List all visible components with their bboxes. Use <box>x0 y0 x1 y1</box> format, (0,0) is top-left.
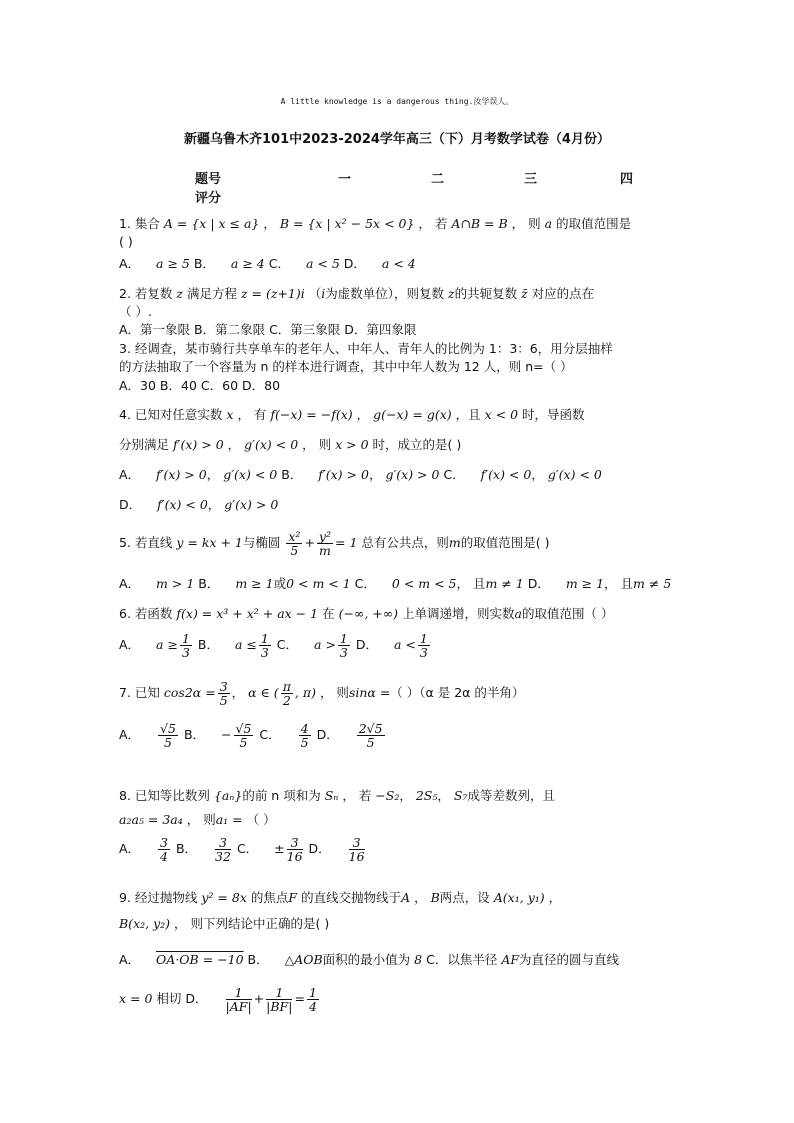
numerator: 1 <box>308 985 317 1000</box>
text: 的取值范围是 <box>556 216 632 231</box>
numerator: 1 <box>419 631 428 646</box>
question-9-stem <box>119 888 561 906</box>
question-1-options <box>119 254 416 272</box>
text: ， <box>263 216 276 231</box>
numerator: 1 <box>260 631 269 646</box>
formula: A = {x | x ≤ a} <box>163 216 260 231</box>
text: 的取值范围是( ) <box>460 535 550 551</box>
numerator: √5 <box>160 721 176 736</box>
option-a-2: g′(x) < 0 <box>223 467 278 482</box>
text: ， <box>206 467 220 482</box>
formula: Sₙ <box>324 788 339 803</box>
option-label: D． <box>316 727 339 743</box>
numerator: x² <box>288 529 301 544</box>
text: ， 则下列结论中正确的是( ) <box>174 916 330 931</box>
text: ， <box>548 890 562 905</box>
question-6-options <box>119 632 432 659</box>
option-d-1: m ≥ 1 <box>565 576 605 591</box>
text: 9. 经过抛物线 <box>119 890 198 905</box>
text: 或 <box>273 576 287 591</box>
fraction <box>307 986 319 1013</box>
text: 上单调递增，则实数 <box>402 606 515 621</box>
fraction <box>317 530 333 557</box>
denominator: 4 <box>308 999 317 1015</box>
denominator: 5 <box>290 543 299 559</box>
option-label: A． <box>119 841 141 857</box>
option-label: C． <box>259 727 281 743</box>
fraction <box>215 836 231 863</box>
option-label: B． <box>175 841 198 857</box>
formula: S₇ <box>453 788 468 803</box>
denominator: 3 <box>419 645 428 661</box>
denominator: 2 <box>282 693 291 709</box>
formula: ± <box>274 841 285 857</box>
denominator: 5 <box>366 735 375 751</box>
fraction <box>299 722 311 749</box>
option-label: D． <box>343 256 366 271</box>
motto: A little knowledge is a dangerous thing.汝学误人。 <box>280 97 514 106</box>
question-3-line-2: 的方法抽取了一个容量为 n 的样本进行调查，其中中年人数为 12 人，则 n=（ ） <box>119 359 573 374</box>
denominator: 5 <box>219 693 228 709</box>
fraction <box>357 722 385 749</box>
formula: = 1 <box>335 535 358 551</box>
numerator: 1 <box>181 631 190 646</box>
option-label: A． <box>119 952 141 967</box>
question-9-options <box>119 950 619 968</box>
option-c: a > <box>314 637 336 653</box>
text: ， <box>531 467 544 482</box>
option-label: D． <box>355 637 378 653</box>
option-label: C． <box>443 467 465 482</box>
formula: A(x₁, y₁) <box>493 890 545 905</box>
text: 分别满足 <box>119 437 170 452</box>
denominator: 5 <box>300 735 309 751</box>
denominator: |BF| <box>266 999 293 1015</box>
numerator: 1 <box>266 986 292 1000</box>
formula: α ∈ <box>248 685 270 701</box>
text: 的共轭复数 <box>454 286 518 301</box>
fraction <box>287 836 303 863</box>
numerator: 3 <box>287 836 303 850</box>
question-4-stem <box>119 405 585 423</box>
formula: f(x) = x³ + x² + ax − 1 <box>176 606 319 621</box>
formula: −S₂ <box>375 788 400 803</box>
text: 为直径的圆与直线 <box>519 952 620 967</box>
fraction <box>259 632 271 659</box>
text: ， 若 <box>342 788 372 803</box>
option-a: m > 1 <box>156 576 195 591</box>
numerator: y² <box>318 529 331 544</box>
text: 1. 集合 <box>119 216 160 231</box>
option-c-1: 0 < m < 5 <box>391 576 457 591</box>
numerator: √5 <box>235 721 252 736</box>
question-8-options <box>119 836 367 863</box>
numerator: π <box>282 679 291 694</box>
text: 面积的最小值为 <box>322 952 411 967</box>
text: ， <box>207 497 221 512</box>
formula: AF <box>501 952 520 967</box>
option-label: D． <box>527 576 550 591</box>
formula: B = {x | x² − 5x < 0} <box>279 216 415 231</box>
formula: {aₙ} <box>213 788 243 803</box>
text: 的直线交抛物线于 <box>301 890 402 905</box>
formula: i <box>321 286 326 301</box>
fraction <box>418 632 430 659</box>
text: 两点，设 <box>439 890 490 905</box>
text: ， 则 <box>511 216 541 231</box>
text: ， <box>414 890 427 905</box>
text: 成等差数列，且 <box>467 788 555 803</box>
numerator: 2√5 <box>358 721 383 736</box>
formula: x < 0 <box>484 407 519 422</box>
option-label: C． <box>268 256 290 271</box>
option-label: C． <box>236 841 259 857</box>
text: 8. 已知等比数列 <box>119 788 210 803</box>
formula: F <box>288 890 298 905</box>
option-b: a ≥ 4 <box>230 256 265 271</box>
formula: + <box>253 991 265 1007</box>
question-7-stem <box>119 680 524 707</box>
text: ， 且 <box>456 576 486 591</box>
denominator: 16 <box>286 849 303 865</box>
formula: a <box>544 216 553 231</box>
option-c-2: m ≠ 1 <box>485 576 524 591</box>
fraction <box>281 680 293 707</box>
fraction <box>338 632 350 659</box>
option-label: B． <box>281 467 303 482</box>
question-4-option-d <box>119 495 278 513</box>
text: ， <box>437 788 450 803</box>
score-row-label: 评分 <box>195 191 222 206</box>
numerator: 3 <box>215 836 231 850</box>
option-b: a ≤ <box>234 637 257 653</box>
option-d: a < 4 <box>381 256 416 271</box>
question-1-paren: ( ) <box>119 234 133 249</box>
denominator: m <box>319 543 331 559</box>
text: 时，成立的是( ) <box>372 437 462 452</box>
fraction <box>158 836 170 863</box>
formula: B(x₂, y₂) <box>119 916 171 931</box>
option-a: OA·OB = −10 <box>156 952 244 967</box>
score-col-2: 二 <box>431 172 445 187</box>
formula: a₂a₅ = 3a₄ <box>119 812 183 827</box>
score-col-4: 四 <box>620 172 634 187</box>
formula: z̄ <box>521 286 528 301</box>
option-label: B． <box>197 637 219 653</box>
text: 5. 若直线 <box>119 535 173 551</box>
formula: 2S₅ <box>415 788 438 803</box>
formula: 8 <box>414 952 423 967</box>
text: ， <box>356 407 370 422</box>
numerator: 1 <box>226 986 252 1000</box>
text: （ ）（α 是 2α 的半角） <box>390 685 525 701</box>
fraction <box>158 722 178 749</box>
denominator: 5 <box>239 735 248 751</box>
numerator: 3 <box>160 835 168 850</box>
text: ， 有 <box>237 407 267 422</box>
formula: x > 0 <box>335 437 369 452</box>
text: 满足方程 <box>186 286 237 301</box>
text: ， 且 <box>604 576 634 591</box>
option-label: A． <box>119 637 141 653</box>
option-label: B． <box>247 952 269 967</box>
option-label: B． <box>193 256 215 271</box>
formula: a <box>514 606 522 621</box>
question-4-stem-2 <box>119 435 461 453</box>
score-col-1: 一 <box>338 172 352 187</box>
question-9-stem-2 <box>119 914 329 932</box>
denominator: 32 <box>215 849 231 865</box>
formula: = <box>294 991 305 1007</box>
formula: m <box>448 535 461 551</box>
denominator: 4 <box>160 849 168 865</box>
formula: z <box>448 286 455 301</box>
text: 为虚数单位），则复数 <box>325 286 445 301</box>
text: 的焦点 <box>250 890 289 905</box>
fraction <box>234 722 254 749</box>
question-4-options <box>119 465 602 483</box>
text: （ <box>308 286 322 301</box>
score-header-label: 题号 <box>195 172 222 187</box>
question-2-paren: （ ）. <box>119 304 152 319</box>
text: 与椭圆 <box>242 535 281 551</box>
option-label: B． <box>183 727 206 743</box>
page-title: 新疆乌鲁木齐101中2023-2024学年高三（下）月考数学试卷（4月份） <box>184 132 610 147</box>
question-5-stem <box>119 530 550 557</box>
text: ， 则 <box>319 685 349 701</box>
question-1-stem <box>119 214 631 232</box>
question-2-stem <box>119 284 594 302</box>
text: ，且 <box>455 407 481 422</box>
question-8-stem-2 <box>119 810 276 828</box>
text: ， 若 <box>418 216 448 231</box>
formula: y² = 8x <box>201 890 247 905</box>
denominator: 16 <box>348 849 365 865</box>
fraction <box>218 680 230 707</box>
option-label: A． <box>119 727 141 743</box>
option-label: D． <box>119 497 142 512</box>
text: 4. 已知对任意实数 <box>119 407 223 422</box>
formula: g′(x) < 0 <box>244 437 299 452</box>
formula: x = 0 <box>119 991 153 1007</box>
text: 2. 若复数 <box>119 286 173 301</box>
formula: cos2α = <box>163 685 216 701</box>
denominator: 3 <box>260 645 269 661</box>
formula: + <box>304 535 315 551</box>
denominator: 3 <box>181 645 190 661</box>
text: （ ） <box>246 812 276 827</box>
fraction <box>349 836 365 863</box>
formula: a₁ = <box>215 812 243 827</box>
formula: g(−x) = g(x) <box>373 407 452 422</box>
text: 时，导函数 <box>522 407 585 422</box>
option-label: C．以焦半径 <box>426 952 498 967</box>
text: 的取值范围（ ） <box>522 606 614 621</box>
option-label: A． <box>119 576 141 591</box>
formula: y = kx + 1 <box>176 535 243 551</box>
option-b-2: 0 < m < 1 <box>286 576 351 591</box>
formula: △AOB <box>284 952 323 967</box>
denominator: |AF| <box>225 999 252 1015</box>
formula: − <box>221 727 232 743</box>
text: ， 则 <box>186 812 216 827</box>
question-6-stem <box>119 604 613 622</box>
option-a: a ≥ <box>156 637 178 653</box>
question-3-line-1: 3. 经调查，某市骑行共享单车的老年人、中年人、青年人的比例为 1：3：6，用分层抽样 <box>119 341 613 356</box>
question-2-options: A．第一象限 B．第二象限 C．第三象限 D．第四象限 <box>119 322 417 337</box>
numerator: 1 <box>339 631 348 646</box>
formula: z <box>176 286 183 301</box>
option-label: A． <box>119 256 141 271</box>
option-label: D． <box>185 991 208 1007</box>
text: ， <box>399 788 412 803</box>
fraction <box>266 986 292 1013</box>
formula: A <box>401 890 411 905</box>
fraction <box>226 986 252 1013</box>
option-c-1: f′(x) < 0 <box>480 467 532 482</box>
formula: f(−x) = −f(x) <box>270 407 353 422</box>
formula: A∩B = B <box>451 216 508 231</box>
formula: z = (z+1)i <box>240 286 305 301</box>
option-label: B． <box>198 576 220 591</box>
option-a-1: f′(x) > 0 <box>156 467 207 482</box>
formula: ( <box>273 685 279 701</box>
text: 对应的点在 <box>531 286 595 301</box>
text: 6. 若函数 <box>119 606 173 621</box>
option-label: C． <box>354 576 376 591</box>
formula: ) <box>311 685 316 701</box>
option-d-2: g′(x) > 0 <box>224 497 279 512</box>
text: 总有公共点，则 <box>361 535 449 551</box>
text: 相切 <box>156 991 182 1007</box>
text: 的前 n 项和为 <box>242 788 321 803</box>
text: ， <box>231 685 245 701</box>
question-3-options: A．30 B．40 C．60 D．80 <box>119 378 281 393</box>
question-9-options-2 <box>119 986 321 1013</box>
option-d: a < <box>393 637 416 653</box>
denominator: 3 <box>339 645 348 661</box>
formula: sinα = <box>348 685 391 701</box>
text: ， <box>227 437 241 452</box>
text: 7. 已知 <box>119 685 160 701</box>
formula: f′(x) > 0 <box>173 437 224 452</box>
text: ， <box>368 467 382 482</box>
fraction <box>286 530 302 557</box>
option-c-2: g′(x) < 0 <box>547 467 602 482</box>
option-c: a < 5 <box>305 256 340 271</box>
option-b-1: m ≥ 1 <box>235 576 274 591</box>
formula: (−∞, +∞) <box>338 606 399 621</box>
formula: B <box>430 890 440 905</box>
option-label: D． <box>308 841 331 857</box>
option-d-1: f′(x) < 0 <box>157 497 208 512</box>
fraction <box>180 632 192 659</box>
option-d-2: m ≠ 5 <box>633 576 672 591</box>
score-col-3: 三 <box>524 172 538 187</box>
numerator: 3 <box>349 836 365 850</box>
question-5-options <box>119 574 671 592</box>
question-7-options <box>119 722 387 749</box>
numerator: 3 <box>219 679 228 694</box>
denominator: 5 <box>164 735 172 751</box>
option-a: a ≥ 5 <box>156 256 190 271</box>
formula: , π <box>294 685 312 701</box>
option-b-2: g′(x) > 0 <box>385 467 440 482</box>
question-8-stem <box>119 786 555 804</box>
text: 在 <box>322 606 335 621</box>
option-label: C． <box>276 637 299 653</box>
numerator: 4 <box>300 721 309 736</box>
option-b-1: f′(x) > 0 <box>318 467 369 482</box>
text: ， 则 <box>302 437 332 452</box>
option-label: A． <box>119 467 141 482</box>
formula: x <box>226 407 234 422</box>
